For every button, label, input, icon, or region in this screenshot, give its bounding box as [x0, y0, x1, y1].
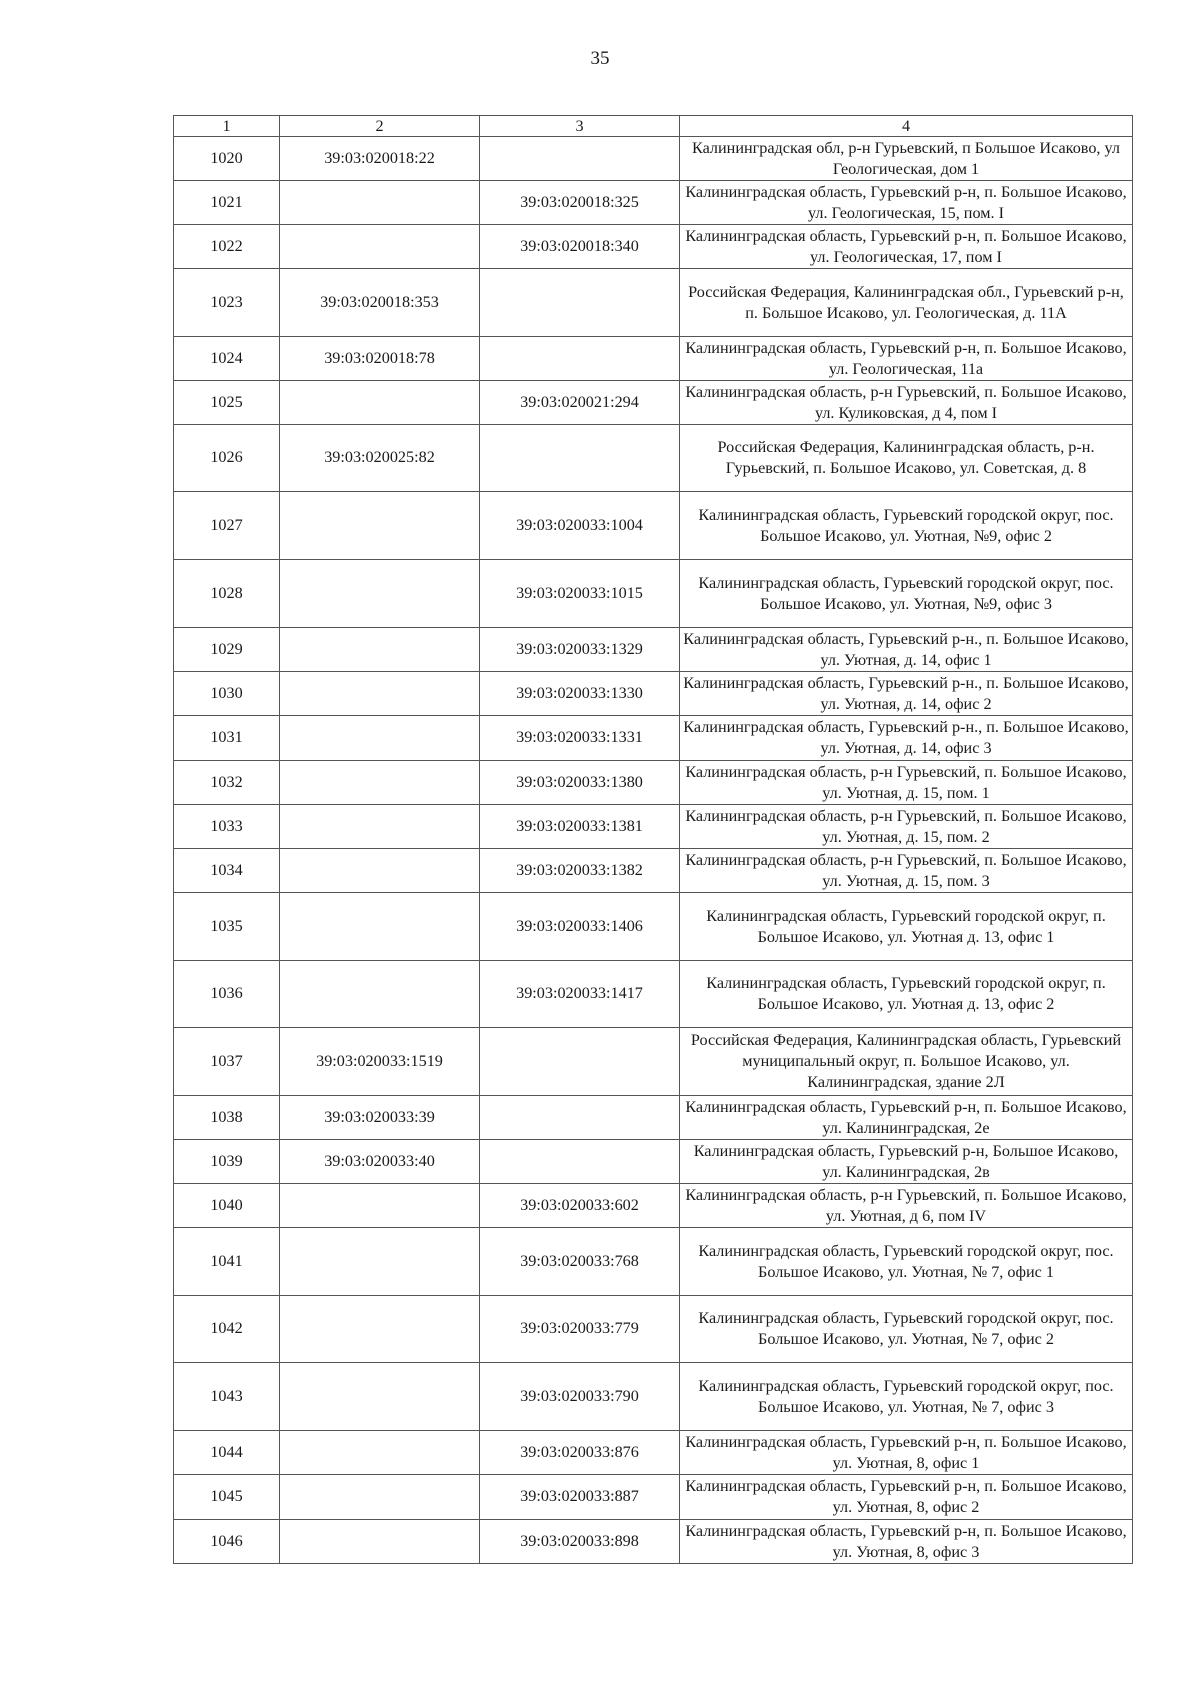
- room-cadastral-number-cell: 39:03:020033:1417: [480, 961, 680, 1028]
- cadastral-number-cell: [280, 181, 480, 225]
- column-header-1: 1: [174, 116, 280, 137]
- address-cell: Калининградская область, Гурьевский р-н, п. Большое Исаково, ул. Калининградская, 2е: [680, 1096, 1133, 1140]
- address-cell: Калининградская область, Гурьевский городской округ, пос. Большое Исаково, ул. Уютная, № 7, офис 1: [680, 1228, 1133, 1296]
- room-cadastral-number-cell: 39:03:020033:1381: [480, 805, 680, 849]
- row-number-cell: 1046: [174, 1520, 280, 1564]
- address-cell: Калининградская область, Гурьевский р-н., п. Большое Исаково, ул. Уютная, д. 14, офис 3: [680, 716, 1133, 761]
- room-cadastral-number-cell: [480, 337, 680, 381]
- table-row: [174, 805, 1133, 849]
- cadastral-number-cell: [280, 492, 480, 560]
- cadastral-number-cell: 39:03:020018:22: [280, 137, 480, 181]
- row-number-cell: 1038: [174, 1096, 280, 1140]
- table-row: [174, 1228, 1133, 1296]
- address-cell: Калининградская область, Гурьевский городской округ, п. Большое Исаково, ул. Уютная д. 13, офис 2: [680, 961, 1133, 1028]
- cadastral-number-cell: [280, 1363, 480, 1431]
- address-cell: Калининградская обл, р-н Гурьевский, п Большое Исаково, ул Геологическая, дом 1: [680, 137, 1133, 181]
- cadastral-number-cell: [280, 628, 480, 672]
- table-body: [174, 116, 1133, 1564]
- table-row: [174, 1096, 1133, 1140]
- address-cell: Калининградская область, Гурьевский городской округ, пос. Большое Исаково, ул. Уютная, №9, офис 3: [680, 560, 1133, 628]
- page-number: 35: [590, 48, 610, 69]
- row-number-cell: 1037: [174, 1028, 280, 1096]
- address-cell: Калининградская область, Гурьевский р-н, п. Большое Исаково, ул. Уютная, 8, офис 3: [680, 1520, 1133, 1564]
- address-cell: Калининградская область, Гурьевский р-н, п. Большое Исаково, ул. Геологическая, 17, пом I: [680, 225, 1133, 269]
- room-cadastral-number-cell: 39:03:020033:779: [480, 1296, 680, 1363]
- table-row: [174, 961, 1133, 1028]
- table-row: [174, 628, 1133, 672]
- row-number-cell: 1029: [174, 628, 280, 672]
- row-number-cell: 1024: [174, 337, 280, 381]
- address-cell: Калининградская область, р-н Гурьевский, п. Большое Исаково, ул. Уютная, д. 15, пом. 2: [680, 805, 1133, 849]
- table-row: [174, 1140, 1133, 1184]
- column-header-4: 4: [680, 116, 1133, 137]
- room-cadastral-number-cell: 39:03:020021:294: [480, 381, 680, 425]
- address-cell: Калининградская область, Гурьевский р-н, Большое Исаково, ул. Калининградская, 2в: [680, 1140, 1133, 1184]
- row-number-cell: 1027: [174, 492, 280, 560]
- room-cadastral-number-cell: 39:03:020033:1382: [480, 849, 680, 893]
- table-row: [174, 425, 1133, 492]
- room-cadastral-number-cell: [480, 137, 680, 181]
- address-cell: Калининградская область, Гурьевский р-н, п. Большое Исаково, ул. Геологическая, 15, пом. I: [680, 181, 1133, 225]
- table-row: [174, 1296, 1133, 1363]
- table-row: [174, 1431, 1133, 1475]
- table-row: [174, 181, 1133, 225]
- table-row: [174, 492, 1133, 560]
- room-cadastral-number-cell: 39:03:020033:1380: [480, 761, 680, 805]
- table-row: [174, 672, 1133, 716]
- address-cell: Калининградская область, Гурьевский р-н, п. Большое Исаково, ул. Уютная, 8, офис 1: [680, 1431, 1133, 1475]
- table-row: [174, 1475, 1133, 1520]
- cadastral-number-cell: [280, 1228, 480, 1296]
- column-header-3: 3: [480, 116, 680, 137]
- row-number-cell: 1031: [174, 716, 280, 761]
- room-cadastral-number-cell: [480, 269, 680, 337]
- cadastral-number-cell: [280, 1431, 480, 1475]
- address-cell: Калининградская область, Гурьевский городской округ, пос. Большое Исаково, ул. Уютная, №9, офис 2: [680, 492, 1133, 560]
- room-cadastral-number-cell: 39:03:020033:1330: [480, 672, 680, 716]
- table-row: [174, 893, 1133, 961]
- address-cell: Калининградская область, Гурьевский городской округ, п. Большое Исаково, ул. Уютная д. 13, офис 1: [680, 893, 1133, 961]
- cadastral-number-cell: [280, 849, 480, 893]
- address-cell: Российская Федерация, Калининградская область, Гурьевский муниципальный округ, п. Большое Исаково, ул. Калининградская, здание 2Л: [680, 1028, 1133, 1096]
- row-number-cell: 1022: [174, 225, 280, 269]
- table-row: [174, 1184, 1133, 1228]
- address-cell: Калининградская область, р-н Гурьевский, п. Большое Исаково, ул. Уютная, д. 15, пом. 1: [680, 761, 1133, 805]
- cadastral-number-cell: [280, 381, 480, 425]
- address-cell: Калининградская область, Гурьевский городской округ, пос. Большое Исаково, ул. Уютная, № 7, офис 2: [680, 1296, 1133, 1363]
- table-row: [174, 849, 1133, 893]
- table-row: [174, 1363, 1133, 1431]
- table-row: [174, 1028, 1133, 1096]
- address-cell: Калининградская область, р-н Гурьевский, п. Большое Исаково, ул. Уютная, д. 15, пом. 3: [680, 849, 1133, 893]
- table-row: [174, 1520, 1133, 1564]
- address-cell: Калининградская область, Гурьевский р-н., п. Большое Исаково, ул. Уютная, д. 14, офис 2: [680, 672, 1133, 716]
- row-number-cell: 1039: [174, 1140, 280, 1184]
- table-row: [174, 560, 1133, 628]
- row-number-cell: 1023: [174, 269, 280, 337]
- cadastral-number-cell: [280, 1296, 480, 1363]
- room-cadastral-number-cell: 39:03:020033:1406: [480, 893, 680, 961]
- cadastral-number-cell: [280, 560, 480, 628]
- table-row: [174, 337, 1133, 381]
- room-cadastral-number-cell: 39:03:020033:1329: [480, 628, 680, 672]
- row-number-cell: 1028: [174, 560, 280, 628]
- cadastral-number-cell: 39:03:020025:82: [280, 425, 480, 492]
- address-cell: Калининградская область, р-н Гурьевский, п. Большое Исаково, ул. Куликовская, д 4, пом I: [680, 381, 1133, 425]
- row-number-cell: 1035: [174, 893, 280, 961]
- address-cell: Калининградская область, Гурьевский р-н., п. Большое Исаково, ул. Уютная, д. 14, офис 1: [680, 628, 1133, 672]
- table-row: [174, 225, 1133, 269]
- cadastral-number-cell: [280, 805, 480, 849]
- table-row: [174, 381, 1133, 425]
- cadastral-number-cell: [280, 1184, 480, 1228]
- room-cadastral-number-cell: 39:03:020018:325: [480, 181, 680, 225]
- room-cadastral-number-cell: 39:03:020033:876: [480, 1431, 680, 1475]
- room-cadastral-number-cell: [480, 1096, 680, 1140]
- table-row: [174, 761, 1133, 805]
- cadastral-number-cell: [280, 716, 480, 761]
- room-cadastral-number-cell: 39:03:020033:887: [480, 1475, 680, 1520]
- cadastral-number-cell: [280, 1475, 480, 1520]
- address-cell: Калининградская область, Гурьевский р-н, п. Большое Исаково, ул. Геологическая, 11а: [680, 337, 1133, 381]
- room-cadastral-number-cell: 39:03:020033:602: [480, 1184, 680, 1228]
- row-number-cell: 1045: [174, 1475, 280, 1520]
- cadastral-number-cell: [280, 1520, 480, 1564]
- cadastral-number-cell: 39:03:020018:78: [280, 337, 480, 381]
- row-number-cell: 1025: [174, 381, 280, 425]
- table-row: [174, 716, 1133, 761]
- address-cell: Российская Федерация, Калининградская обл., Гурьевский р-н, п. Большое Исаково, ул. Геологическая, д. 11А: [680, 269, 1133, 337]
- row-number-cell: 1043: [174, 1363, 280, 1431]
- row-number-cell: 1020: [174, 137, 280, 181]
- cadastral-number-cell: [280, 893, 480, 961]
- row-number-cell: 1033: [174, 805, 280, 849]
- cadastral-number-cell: 39:03:020018:353: [280, 269, 480, 337]
- room-cadastral-number-cell: 39:03:020018:340: [480, 225, 680, 269]
- row-number-cell: 1040: [174, 1184, 280, 1228]
- cadastral-number-cell: [280, 761, 480, 805]
- table-row: [174, 269, 1133, 337]
- address-cell: Российская Федерация, Калининградская область, р-н. Гурьевский, п. Большое Исаково, ул. Советская, д. 8: [680, 425, 1133, 492]
- address-cell: Калининградская область, р-н Гурьевский, п. Большое Исаково, ул. Уютная, д 6, пом IV: [680, 1184, 1133, 1228]
- cadastral-number-cell: 39:03:020033:1519: [280, 1028, 480, 1096]
- cadastral-number-cell: [280, 961, 480, 1028]
- cadastral-number-cell: 39:03:020033:39: [280, 1096, 480, 1140]
- column-header-2: 2: [280, 116, 480, 137]
- row-number-cell: 1034: [174, 849, 280, 893]
- address-cell: Калининградская область, Гурьевский городской округ, пос. Большое Исаково, ул. Уютная, № 7, офис 3: [680, 1363, 1133, 1431]
- room-cadastral-number-cell: [480, 1140, 680, 1184]
- cadastral-number-cell: [280, 225, 480, 269]
- table-header-row: [174, 116, 1133, 137]
- table-row: [174, 137, 1133, 181]
- room-cadastral-number-cell: [480, 425, 680, 492]
- row-number-cell: 1030: [174, 672, 280, 716]
- address-cell: Калининградская область, Гурьевский р-н, п. Большое Исаково, ул. Уютная, 8, офис 2: [680, 1475, 1133, 1520]
- registry-table: [173, 115, 1133, 1564]
- room-cadastral-number-cell: 39:03:020033:768: [480, 1228, 680, 1296]
- cadastral-number-cell: 39:03:020033:40: [280, 1140, 480, 1184]
- row-number-cell: 1032: [174, 761, 280, 805]
- room-cadastral-number-cell: 39:03:020033:898: [480, 1520, 680, 1564]
- row-number-cell: 1042: [174, 1296, 280, 1363]
- row-number-cell: 1026: [174, 425, 280, 492]
- row-number-cell: 1036: [174, 961, 280, 1028]
- row-number-cell: 1021: [174, 181, 280, 225]
- room-cadastral-number-cell: 39:03:020033:1004: [480, 492, 680, 560]
- room-cadastral-number-cell: 39:03:020033:790: [480, 1363, 680, 1431]
- cadastral-number-cell: [280, 672, 480, 716]
- row-number-cell: 1041: [174, 1228, 280, 1296]
- row-number-cell: 1044: [174, 1431, 280, 1475]
- room-cadastral-number-cell: 39:03:020033:1015: [480, 560, 680, 628]
- room-cadastral-number-cell: [480, 1028, 680, 1096]
- room-cadastral-number-cell: 39:03:020033:1331: [480, 716, 680, 761]
